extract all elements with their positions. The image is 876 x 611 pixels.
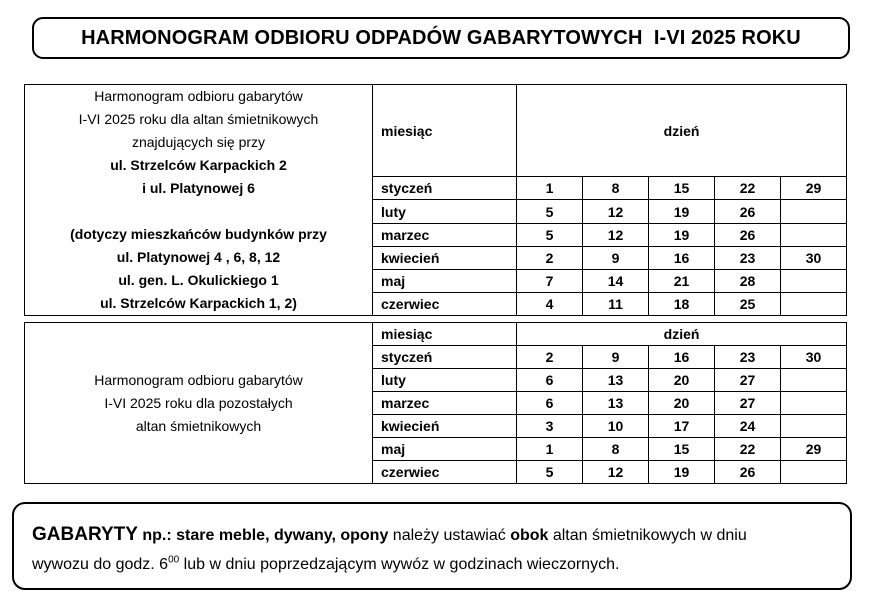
day-cell: 26 bbox=[715, 200, 781, 223]
month-cell: marzec bbox=[373, 392, 517, 415]
info-line: znajdujących się przy bbox=[131, 134, 266, 150]
day-cell: 20 bbox=[649, 369, 715, 392]
day-cell: 12 bbox=[583, 223, 649, 246]
day-cell: 19 bbox=[649, 461, 715, 484]
day-cell: 3 bbox=[517, 415, 583, 438]
day-cell: 12 bbox=[583, 461, 649, 484]
info-note: ul. Strzelców Karpackich 1, 2) bbox=[100, 295, 297, 311]
info-line: altan śmietnikowych bbox=[135, 417, 262, 434]
info-line: I-VI 2025 roku dla altan śmietnikowych bbox=[78, 111, 319, 127]
day-cell: 29 bbox=[781, 438, 847, 461]
info-note: (dotyczy mieszkańców budynków przy bbox=[70, 226, 327, 242]
schedule-table-2 bbox=[24, 322, 847, 484]
day-cell: 22 bbox=[715, 438, 781, 461]
day-cell bbox=[781, 415, 847, 438]
day-cell: 1 bbox=[517, 438, 583, 461]
month-cell: kwiecień bbox=[373, 246, 517, 269]
day-cell: 16 bbox=[649, 346, 715, 369]
info-cell bbox=[25, 85, 373, 316]
info-line: Harmonogram odbioru gabarytów bbox=[94, 88, 303, 104]
day-cell: 15 bbox=[649, 177, 715, 200]
day-cell bbox=[781, 223, 847, 246]
month-cell: styczeń bbox=[373, 177, 517, 200]
schedule-table-1 bbox=[24, 84, 847, 316]
day-cell: 5 bbox=[517, 200, 583, 223]
day-cell: 13 bbox=[583, 369, 649, 392]
day-cell: 9 bbox=[583, 246, 649, 269]
day-cell bbox=[781, 461, 847, 484]
day-cell: 30 bbox=[781, 246, 847, 269]
day-cell: 22 bbox=[715, 177, 781, 200]
info-line: Harmonogram odbioru gabarytów bbox=[94, 371, 303, 388]
day-cell bbox=[781, 200, 847, 223]
day-cell: 6 bbox=[517, 369, 583, 392]
day-cell: 4 bbox=[517, 292, 583, 315]
day-cell: 23 bbox=[715, 346, 781, 369]
header-month: miesiąc bbox=[373, 323, 517, 346]
day-cell: 11 bbox=[583, 292, 649, 315]
day-cell: 2 bbox=[517, 246, 583, 269]
day-cell: 16 bbox=[649, 246, 715, 269]
title-box bbox=[32, 17, 850, 59]
header-day: dzień bbox=[517, 323, 847, 346]
info-note: ul. gen. L. Okulickiego 1 bbox=[118, 272, 279, 288]
month-cell: czerwiec bbox=[373, 461, 517, 484]
day-cell: 1 bbox=[517, 177, 583, 200]
day-cell: 28 bbox=[715, 269, 781, 292]
day-cell: 12 bbox=[583, 200, 649, 223]
day-cell: 7 bbox=[517, 269, 583, 292]
month-cell: luty bbox=[373, 200, 517, 223]
note-emphasis: obok bbox=[510, 527, 549, 544]
day-cell bbox=[781, 392, 847, 415]
header-day: dzień bbox=[517, 85, 847, 177]
day-cell: 8 bbox=[583, 177, 649, 200]
note-text: lub w dniu poprzedzającym wywóz w godzinach wieczornych. bbox=[179, 556, 620, 573]
month-cell: kwiecień bbox=[373, 415, 517, 438]
info-note: ul. Platynowej 4 , 6, 8, 12 bbox=[116, 249, 281, 265]
day-cell: 8 bbox=[583, 438, 649, 461]
table-header-row bbox=[25, 85, 847, 177]
table-header-row bbox=[25, 323, 847, 346]
day-cell: 2 bbox=[517, 346, 583, 369]
info-address: i ul. Platynowej 6 bbox=[142, 180, 255, 196]
day-cell: 15 bbox=[649, 438, 715, 461]
day-cell: 26 bbox=[715, 461, 781, 484]
info-cell bbox=[25, 323, 373, 484]
day-cell: 10 bbox=[583, 415, 649, 438]
day-cell bbox=[781, 269, 847, 292]
note-examples: np.: stare meble, dywany, opony bbox=[137, 527, 389, 544]
day-cell bbox=[781, 292, 847, 315]
month-cell: czerwiec bbox=[373, 292, 517, 315]
day-cell: 27 bbox=[715, 369, 781, 392]
info-line: I-VI 2025 roku dla pozostałych bbox=[104, 394, 293, 411]
day-cell: 14 bbox=[583, 269, 649, 292]
day-cell bbox=[781, 369, 847, 392]
day-cell: 6 bbox=[517, 392, 583, 415]
day-cell: 9 bbox=[583, 346, 649, 369]
month-cell: maj bbox=[373, 269, 517, 292]
day-cell: 27 bbox=[715, 392, 781, 415]
day-cell: 5 bbox=[517, 461, 583, 484]
day-cell: 23 bbox=[715, 246, 781, 269]
month-cell: luty bbox=[373, 369, 517, 392]
day-cell: 20 bbox=[649, 392, 715, 415]
note-heading: GABARYTY bbox=[32, 524, 138, 545]
day-cell: 24 bbox=[715, 415, 781, 438]
day-cell: 30 bbox=[781, 346, 847, 369]
header-month: miesiąc bbox=[373, 85, 517, 177]
info-address: ul. Strzelców Karpackich 2 bbox=[110, 157, 287, 173]
month-cell: styczeń bbox=[373, 346, 517, 369]
day-cell: 25 bbox=[715, 292, 781, 315]
day-cell: 26 bbox=[715, 223, 781, 246]
note-time-superscript: 00 bbox=[168, 554, 180, 566]
day-cell: 5 bbox=[517, 223, 583, 246]
page-title: HARMONOGRAM ODBIORU ODPADÓW GABARYTOWYCH I-VI 2025 ROKU bbox=[81, 26, 801, 49]
day-cell: 18 bbox=[649, 292, 715, 315]
note-box bbox=[12, 502, 852, 590]
month-cell: marzec bbox=[373, 223, 517, 246]
note-text: altan śmietnikowych w dniu bbox=[548, 527, 747, 544]
day-cell: 21 bbox=[649, 269, 715, 292]
note-text: należy ustawiać bbox=[388, 527, 511, 544]
day-cell: 13 bbox=[583, 392, 649, 415]
month-cell: maj bbox=[373, 438, 517, 461]
day-cell: 19 bbox=[649, 223, 715, 246]
note-text: wywozu do godz. 6 bbox=[32, 556, 169, 573]
day-cell: 17 bbox=[649, 415, 715, 438]
day-cell: 29 bbox=[781, 177, 847, 200]
day-cell: 19 bbox=[649, 200, 715, 223]
